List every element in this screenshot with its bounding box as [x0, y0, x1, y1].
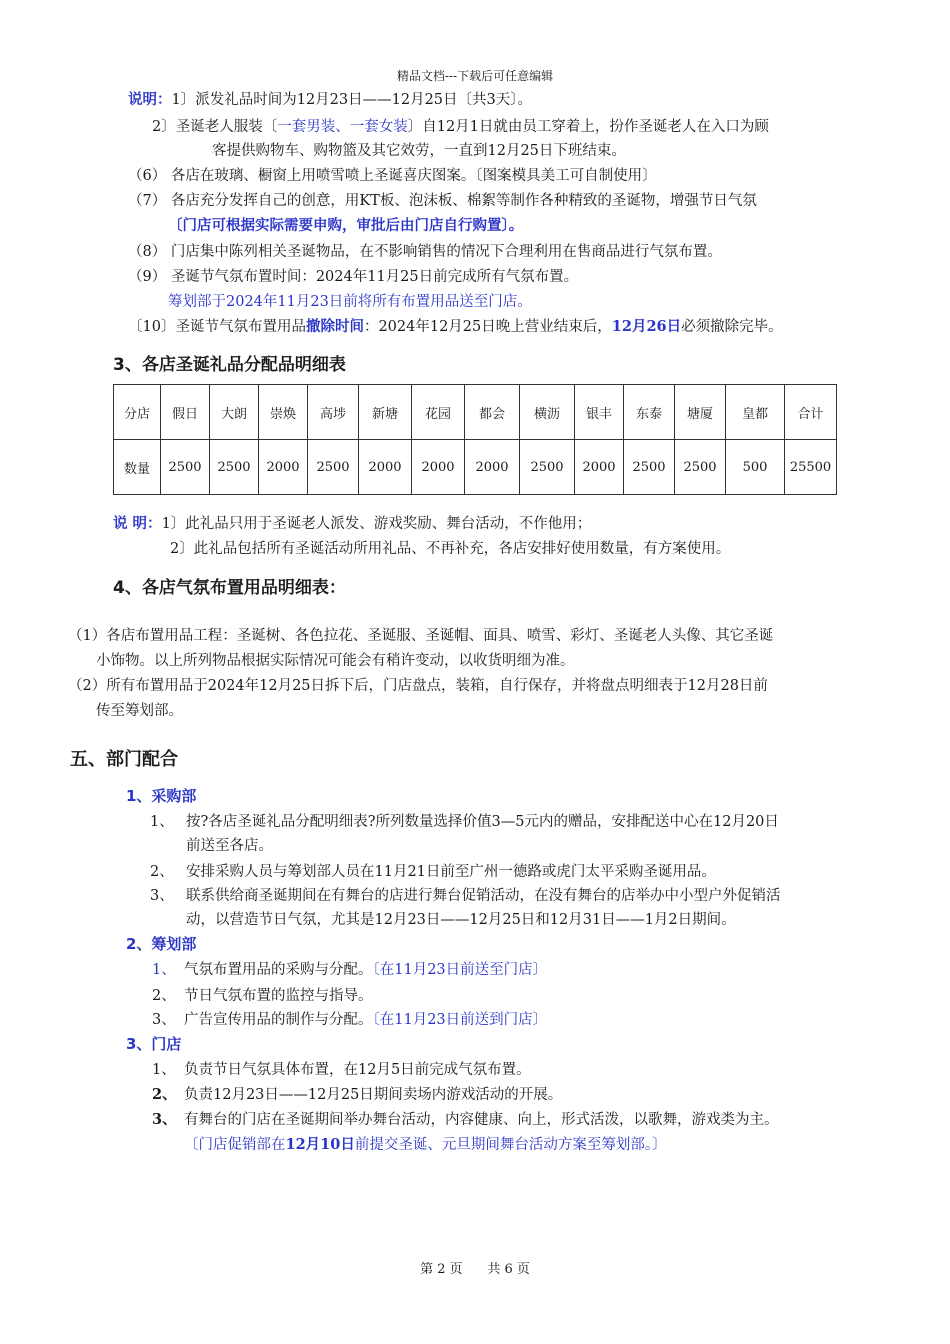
- purchasing-item-3-num: 3、: [150, 888, 174, 904]
- store-item-2: 负责12月23日——12月25日期间卖场内游戏活动的开展。: [184, 1087, 563, 1103]
- store-note-text: 前提交圣诞、元旦期间舞台活动方案至筹划部。〕: [354, 1137, 667, 1153]
- section-4-p2-line2: 传至筹划部。: [96, 703, 183, 719]
- table-cell: 2000: [465, 440, 520, 495]
- table-cell: 2500: [161, 440, 210, 495]
- table-cell: 2500: [675, 440, 726, 495]
- purchasing-item-3: 联系供给商圣诞期间在有舞台的店进行舞台促销活动，在没有舞台的店举办中小型户外促销活: [186, 888, 781, 904]
- item-10-text: ：2024年12月25日晚上营业结束后，: [363, 319, 612, 335]
- item-10: [128, 315, 783, 336]
- note-text: 1〕派发礼品时间为12月23日——12月25日〔共3天〕。: [171, 92, 533, 108]
- section-4-p1-line2: 小饰物。以上所列物品根据实际情况可能会有稍许变动，以收货明细为准。: [96, 653, 575, 669]
- item-8: （8） 门店集中陈列相关圣诞物品，在不影响销售的情况下合理利用在售商品进行气氛布置。: [128, 244, 722, 260]
- table-cell: 2000: [359, 440, 412, 495]
- planning-item-text: 广告宣传用品的制作与分配。: [184, 1012, 373, 1028]
- item-10-text: 〔10〕圣诞节气氛布置用品: [128, 319, 306, 335]
- store-item-1: 负责节日气氛具体布置，在12月5日前完成气氛布置。: [184, 1062, 531, 1078]
- table-cell: 皇都: [726, 385, 785, 440]
- table-cell: 2500: [624, 440, 675, 495]
- table-note-2: 2〕此礼品包括所有圣诞活动所用礼品、不再补充，各店安排好使用数量，有方案使用。: [170, 541, 731, 557]
- store-note-bold-date: 12月10日: [285, 1136, 355, 1153]
- page-footer: 第 2 页 共 6 页: [420, 1262, 530, 1277]
- table-cell: 花园: [412, 385, 465, 440]
- purchasing-item-1-num: 1、: [150, 814, 174, 830]
- table-cell: 崇焕: [259, 385, 308, 440]
- section-5-title: 五、部门配合: [70, 749, 178, 770]
- planning-heading: 2、筹划部: [126, 935, 197, 953]
- section-3-title: 3、各店圣诞礼品分配品明细表: [113, 355, 346, 375]
- table-cell: 2000: [575, 440, 624, 495]
- store-item-3-num: 3、: [152, 1111, 177, 1128]
- planning-item-1: [184, 958, 547, 979]
- table-cell: 数量: [114, 440, 161, 495]
- table-note-1: [113, 512, 591, 533]
- item-6: （6） 各店在玻璃、橱窗上用喷雪喷上圣诞喜庆图案。〔图案模具美工可自制使用〕: [128, 168, 657, 184]
- note-line-2: [152, 115, 769, 136]
- planning-item-note: 〔在11月23日前送到门店〕: [372, 1012, 548, 1028]
- note-text: 2〕圣诞老人服装〔: [152, 119, 278, 135]
- note-line-1: [128, 88, 532, 109]
- purchasing-item-1: 按?各店圣诞礼品分配明细表?所列数量选择价值3—5元内的赠品，安排配送中心在12月20日: [186, 814, 779, 830]
- gift-allocation-table: [113, 384, 837, 495]
- section-4-title: 4、各店气氛布置用品明细表：: [113, 578, 346, 598]
- purchasing-heading: 1、采购部: [126, 787, 197, 805]
- page-header: 精品文档---下载后可任意编辑: [396, 69, 554, 83]
- table-row: [114, 385, 837, 440]
- table-cell: 大朗: [210, 385, 259, 440]
- table-cell: 新塘: [359, 385, 412, 440]
- table-cell: 高埗: [308, 385, 359, 440]
- planning-item-3: [184, 1008, 547, 1029]
- purchasing-item-1-cont: 前送至各店。: [186, 838, 273, 854]
- store-heading: 3、门店: [126, 1035, 182, 1053]
- table-cell: 2000: [259, 440, 308, 495]
- item-7: （7） 各店充分发挥自己的创意，用KT板、泡沫板、棉絮等制作各种精致的圣诞物，增强节日气氛: [128, 193, 757, 209]
- table-cell: 合计: [785, 385, 837, 440]
- table-cell: 25500: [785, 440, 837, 495]
- section-4-p2-line1: （2）所有布置用品于2024年12月25日拆下后，门店盘点，装箱，自行保存，并将盘点明细表于12月28日前: [68, 678, 768, 694]
- table-cell: 东泰: [624, 385, 675, 440]
- table-cell: 2000: [412, 440, 465, 495]
- table-cell: 横沥: [520, 385, 575, 440]
- note-text: 〕自12月1日就由员工穿着上，扮作圣诞老人在入口为顾: [407, 119, 769, 135]
- item-7-note: 〔门店可根据实际需要申购，审批后由门店自行购置〕。: [168, 217, 524, 234]
- table-cell: 塘厦: [675, 385, 726, 440]
- section-4-p1-line1: （1）各店布置用品工程：圣诞树、各色拉花、圣诞服、圣诞帽、面具、喷雪、彩灯、圣诞老人头像、其它圣诞: [68, 628, 774, 644]
- purchasing-item-3-cont: 动，以营造节日气氛，尤其是12月23日——12月25日和12月31日——1月2日期间。: [186, 912, 736, 928]
- table-cell: 银丰: [575, 385, 624, 440]
- planning-item-1-num: 1、: [152, 962, 176, 978]
- store-item-2-num: 2、: [152, 1086, 177, 1103]
- note-highlight: 一套男装、一套女装: [277, 119, 408, 135]
- purchasing-item-2-num: 2、: [150, 864, 174, 880]
- note-label: 说明：: [128, 91, 172, 108]
- item-10-bold-date: 12月26日: [611, 318, 682, 335]
- table-note-label: 说 明：: [113, 515, 162, 532]
- table-note-text: 1〕此礼品只用于圣诞老人派发、游戏奖励、舞台活动，不作他用；: [161, 516, 592, 532]
- purchasing-item-2: 安排采购人员与筹划部人员在11月21日前至广州一德路或虎门太平采购圣诞用品。: [186, 864, 716, 880]
- item-9-note: 筹划部于2024年11月23日前将所有布置用品送至门店。: [168, 294, 532, 310]
- planning-item-2: 节日气氛布置的监控与指导。: [184, 988, 373, 1004]
- table-cell: 都会: [465, 385, 520, 440]
- planning-item-3-num: 3、: [152, 1012, 176, 1028]
- store-item-3: 有舞台的门店在圣诞期间举办舞台活动，内容健康、向上，形式活泼，以歌舞，游戏类为主。: [184, 1112, 779, 1128]
- note-line-2-cont: 客提供购物车、购物篮及其它效劳，一直到12月25日下班结束。: [212, 143, 626, 159]
- table-cell: 2500: [308, 440, 359, 495]
- planning-item-note: 〔在11月23日前送至门店〕: [372, 962, 548, 978]
- table-row: [114, 440, 837, 495]
- table-cell: 500: [726, 440, 785, 495]
- item-10-bold: 撤除时间: [305, 318, 364, 335]
- planning-item-text: 气氛布置用品的采购与分配。: [184, 962, 373, 978]
- store-item-1-num: 1、: [152, 1062, 176, 1078]
- table-cell: 分店: [114, 385, 161, 440]
- planning-item-2-num: 2、: [152, 988, 176, 1004]
- store-note-text: 〔门店促销部在: [184, 1137, 286, 1153]
- table-cell: 2500: [210, 440, 259, 495]
- item-10-text: 必须撤除完毕。: [681, 319, 783, 335]
- table-cell: 2500: [520, 440, 575, 495]
- table-cell: 假日: [161, 385, 210, 440]
- store-item-3-note: [184, 1133, 667, 1154]
- item-9: （9） 圣诞节气氛布置时间：2024年11月25日前完成所有气氛布置。: [128, 269, 579, 285]
